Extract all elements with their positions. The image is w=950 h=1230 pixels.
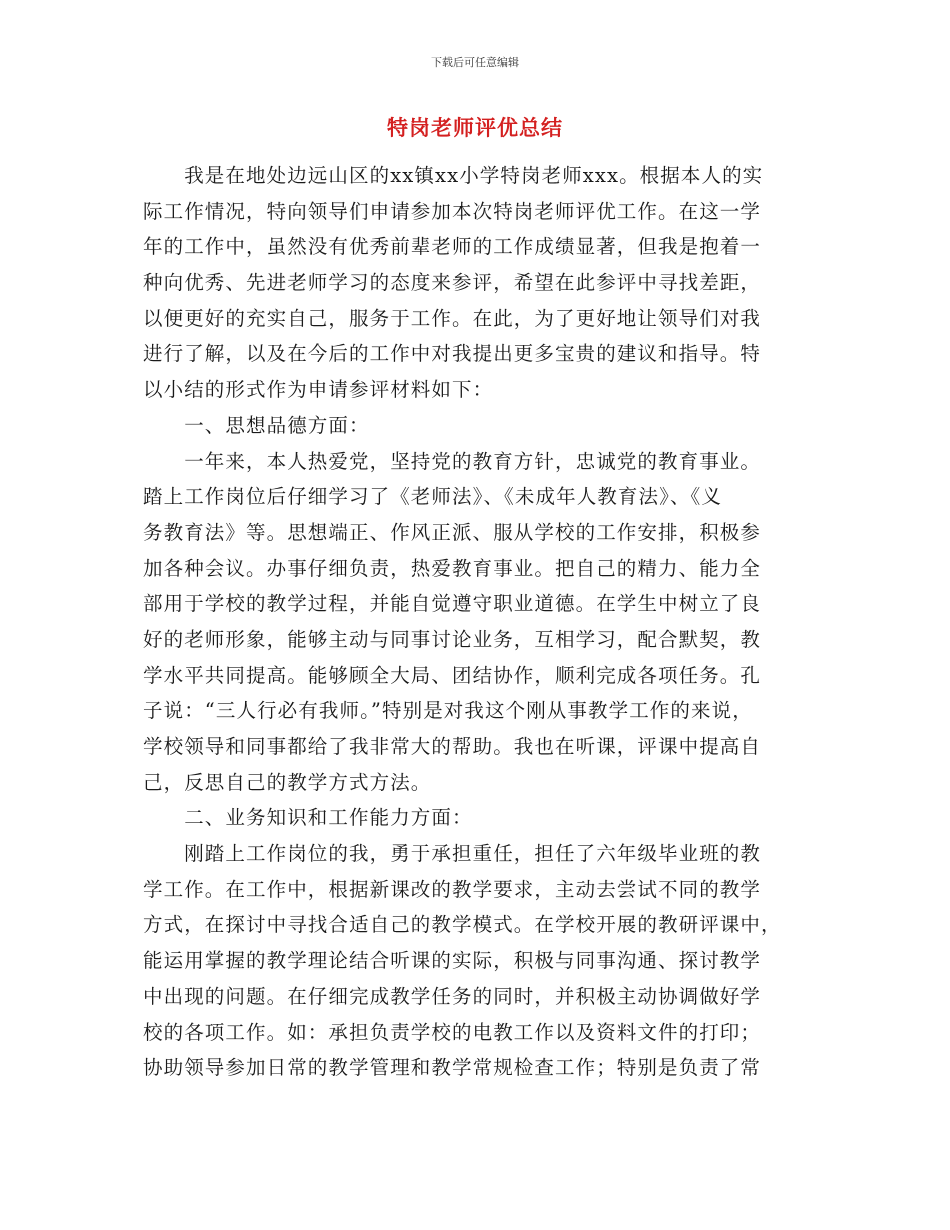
- text-line: 学工作。在工作中，根据新课改的教学要求，主动去尝试不同的教学: [143, 877, 762, 901]
- text-line: 以小结的形式作为申请参评材料如下：: [143, 378, 494, 402]
- text-line: 学校领导和同事都给了我非常大的帮助。我也在听课，评课中提高自: [143, 735, 762, 758]
- text-line: 务教育法》等。思想端正、作风正派、服从学校的工作安排，积极参: [143, 520, 762, 544]
- document-body: [143, 158, 807, 1086]
- text-line: 刚踏上工作岗位的我，勇于承担重任，担任了六年级毕业班的教: [143, 842, 762, 866]
- text-line: 一年来，本人热爱党，坚持党的教育方针，忠诚党的教育事业。: [143, 449, 762, 473]
- text-line: 进行了解，以及在今后的工作中对我提出更多宝贵的建议和指导。特: [143, 342, 762, 366]
- text-line: 部用于学校的教学过程，并能自觉遵守职业道德。在学生中树立了良: [143, 592, 762, 616]
- text-line: 二、业务知识和工作能力方面：: [143, 806, 473, 830]
- text-line: 年的工作中，虽然没有优秀前辈老师的工作成绩显著，但我是抱着一: [143, 235, 762, 259]
- text-line: 加各种会议。办事仔细负责，热爱教育事业。把自己的精力、能力全: [143, 556, 762, 580]
- text-line: 能运用掌握的教学理论结合听课的实际，积极与同事沟通、探讨教学: [143, 949, 762, 973]
- text-line: 际工作情况，特向领导们申请参加本次特岗老师评优工作。在这一学: [143, 199, 762, 223]
- text-line: 方式，在探讨中寻找合适自己的教学模式。在学校开展的教研评课中，: [143, 913, 782, 937]
- text-line: 踏上工作岗位后仔细学习了《老师法》、《未成年人教育法》、《义: [143, 485, 723, 509]
- text-line: 己，反思自己的教学方式方法。: [143, 770, 432, 794]
- text-line: 一、思想品德方面：: [143, 413, 370, 437]
- document-title: 特岗老师评优总结: [387, 116, 563, 140]
- text-line: 种向优秀、先进老师学习的态度来参评，希望在此参评中寻找差距，: [143, 271, 762, 295]
- text-line: 校的各项工作。如：承担负责学校的电教工作以及资料文件的打印；: [143, 1020, 762, 1044]
- text-line: 我是在地处边远山区的xx镇xx小学特岗老师xxx。根据本人的实: [143, 164, 764, 187]
- text-line: 学水平共同提高。能够顾全大局、团结协作，顺利完成各项任务。孔: [143, 663, 762, 687]
- text-line: 中出现的问题。在仔细完成教学任务的同时，并积极主动协调做好学: [143, 984, 762, 1008]
- header-note: 下载后可任意编辑: [431, 56, 519, 69]
- text-line: 协助领导参加日常的教学管理和教学常规检查工作；特别是负责了常: [143, 1056, 762, 1080]
- text-line: 好的老师形象，能够主动与同事讨论业务，互相学习，配合默契，教: [143, 627, 762, 651]
- text-line: 以便更好的充实自己，服务于工作。在此，为了更好地让领导们对我: [143, 306, 762, 330]
- text-line: 子说：“三人行必有我师。”特别是对我这个刚从事教学工作的来说，: [143, 699, 753, 723]
